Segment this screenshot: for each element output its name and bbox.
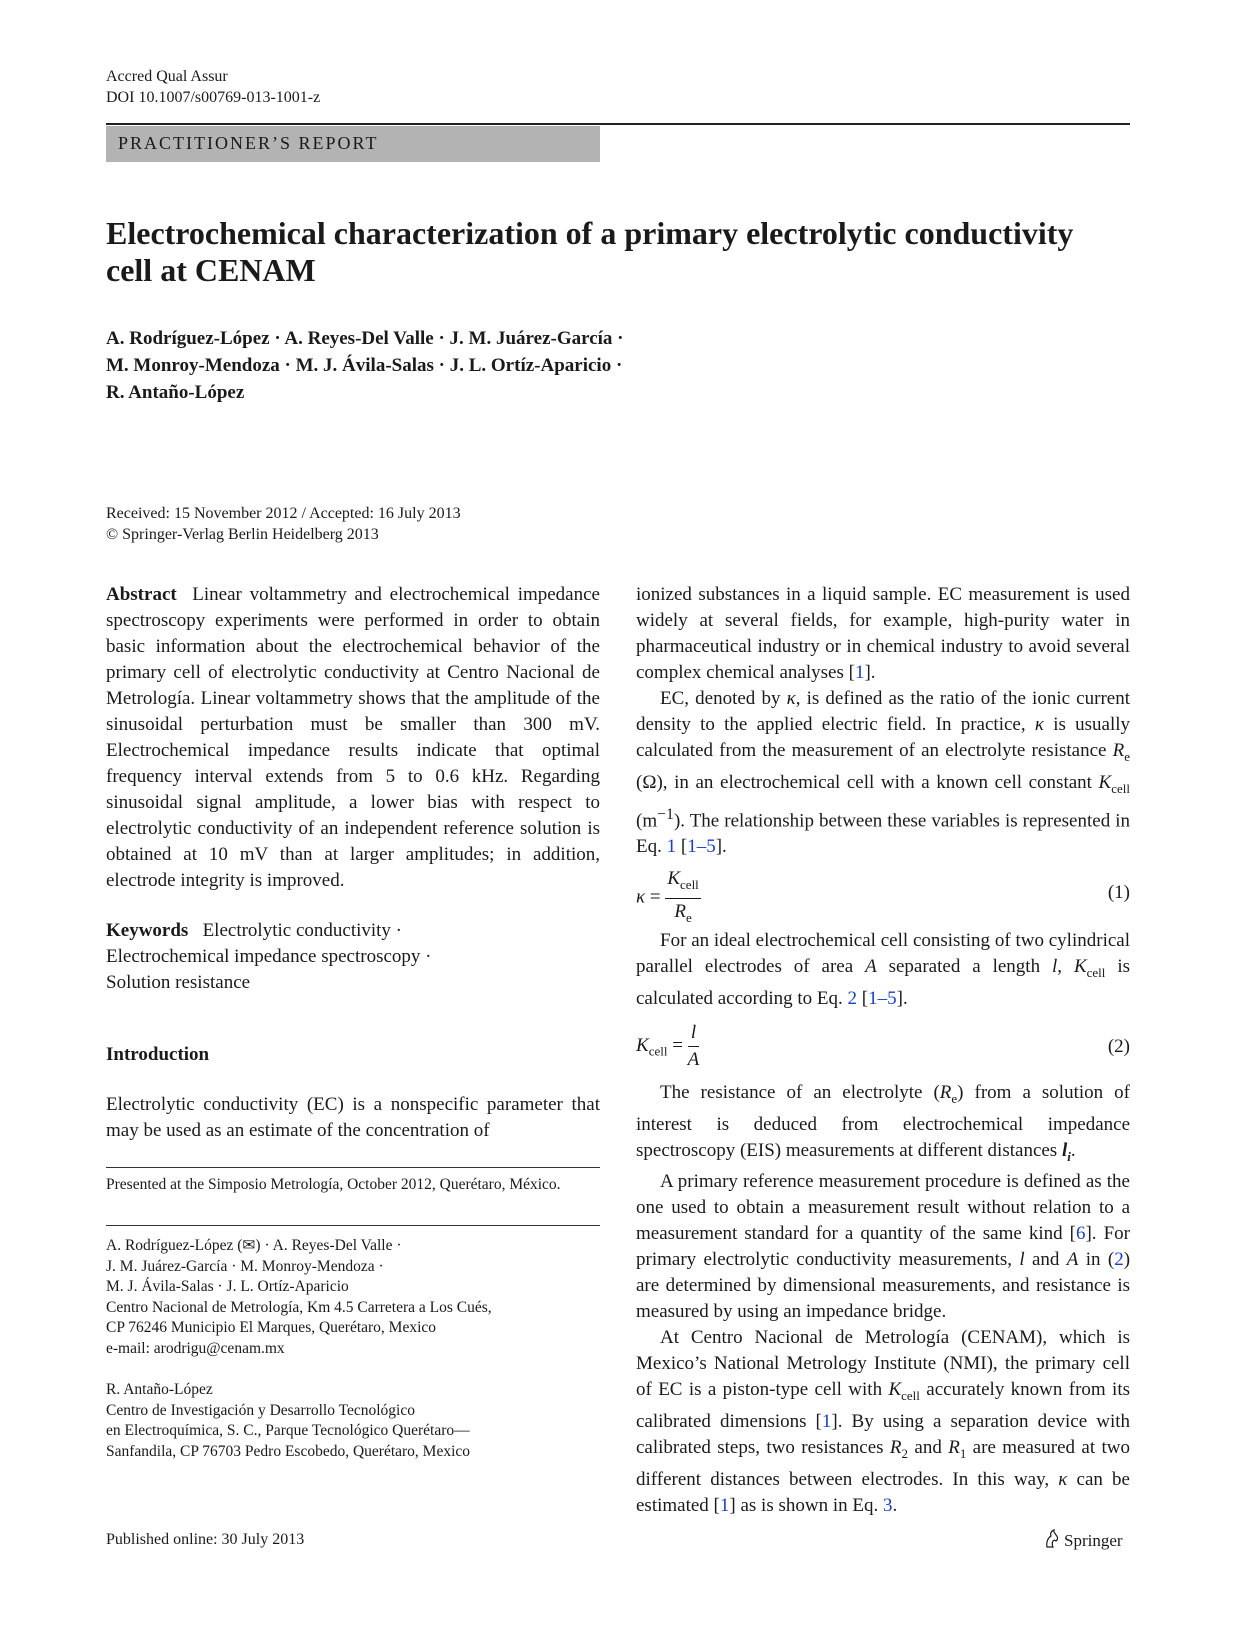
doi: DOI 10.1007/s00769-013-1001-z [106, 89, 321, 106]
paragraph: ionized substances in a liquid sample. EC measurement is used widely at several fields, for example, high-purity water in pharmaceutical industry or in chemical industry to avoid several complex chemical analyses [1]. [636, 584, 1130, 683]
affiliation-1 [106, 1236, 600, 1359]
header-rule [106, 123, 1130, 125]
equation-2: $K_{cell}$ = $\frac{l}{A}$ (2) [636, 1020, 1130, 1074]
author-line: M. Monroy-Mendoza · M. J. Ávila-Salas · J. L. Ortíz-Aparicio · [106, 355, 623, 376]
equation-1: κ = $\frac{K_{cell}}{R_e}$ (1) [636, 866, 1130, 920]
affiliation-line: en Electroquímica, S. C., Parque Tecnológico Querétaro— [106, 1422, 470, 1439]
affiliation-line: J. M. Juárez-García · M. Monroy-Mendoza · [106, 1257, 384, 1275]
keyword: Electrolytic conductivity · [202, 920, 403, 941]
citation-link[interactable]: 1 [821, 1411, 832, 1433]
presented-note: Presented at the Simposio Metrología, October 2012, Querétaro, México. [106, 1176, 561, 1193]
affiliation-2 [106, 1380, 600, 1462]
paragraph: At Centro Nacional de Metrología (CENAM), which is Mexico’s National Metrology Institute (NMI), the primary cell of EC is a piston-type cell with $K_{cell}$ accurately known from its calibrated dimensions [1]. By using a separation device with calibrated steps, two resistances $R_2$ and $R_1$ are measured at two different distances between electrodes. In this way, κ can be estimated [1] as is shown in Eq. 3. [636, 1327, 1131, 1516]
section-label: PRACTITIONER’S REPORT [118, 133, 379, 153]
publisher-logo [1043, 1529, 1123, 1551]
affiliation-line: M. J. Ávila-Salas · J. L. Ortíz-Aparicio [106, 1278, 349, 1295]
journal-name: Accred Qual Assur [106, 68, 228, 85]
keyword: Electrochemical impedance spectroscopy · [106, 946, 432, 967]
author-line: R. Antaño-López [106, 382, 245, 403]
keyword: Solution resistance [106, 972, 251, 993]
section-heading-introduction: Introduction [106, 1044, 210, 1065]
affiliation-line: R. Antaño-López [106, 1381, 213, 1398]
author-list [106, 325, 1006, 406]
article-dates [106, 503, 461, 545]
abstract-label: Abstract [106, 584, 177, 605]
equation-link[interactable]: 1 [666, 835, 677, 857]
equation-link[interactable]: 2 [1114, 1249, 1124, 1271]
abstract-text: Linear voltammetry and electrochemical impedance spectroscopy experiments were performed in order to obtain basic information about the electrochemical behavior of the primary cell of electrolytic conductivity at Centro Nacional de Metrología. Linear voltammetry shows that the amplitude of the sinusoidal perturbation must be smaller than 300 mV. Electrochemical impedance results indicate that optimal frequency interval extends from 5 to 0.6 kHz. Regarding sinusoidal signal amplitude, a lower bias with respect to electrolytic conductivity of an independent reference solution is obtained at 10 mV than at larger amplitudes; in addition, electrode integrity is improved. [106, 584, 600, 891]
equation-link[interactable]: 3 [882, 1494, 893, 1516]
received-accepted: Received: 15 November 2012 / Accepted: 16 July 2013 [106, 505, 461, 522]
affiliation-line: CP 76246 Municipio El Marques, Querétaro, Mexico [106, 1319, 437, 1336]
fraction: $\frac{l}{A}$ [687, 1021, 700, 1070]
left-column [106, 582, 600, 1144]
affiliation-line: Centro de Investigación y Desarrollo Tecnológico [106, 1401, 415, 1419]
paragraph: EC, denoted by κ, is defined as the ratio of the ionic current density to the applied electric field. In practice, κ is usually calculated from the measurement of an electrolyte resistance $R_e$ (Ω), in an electrochemical cell with a known cell constant $K_{cell}$ $(m^{-1})$. The relationship between these variables is represented in Eq. 1 [1–5]. [636, 688, 1130, 857]
paragraph: A primary reference measurement procedure is defined as the one used to obtain a measurement result without relation to a measurement standard for a quantity of the same kind [6]. For primary electrolytic conductivity measurements, l and A in (2) are determined by dimensional measurements, and resistance is measured by using an impedance bridge. [636, 1171, 1131, 1323]
published-date: Published online: 30 July 2013 [106, 1531, 305, 1548]
intro-paragraph: Electrolytic conductivity (EC) is a nonspecific parameter that may be used as an estimate of the concentration of [106, 1094, 600, 1141]
affiliation-line: Sanfandila, CP 76703 Pedro Escobedo, Querétaro, Mexico [106, 1442, 471, 1460]
right-column [636, 582, 1130, 1519]
equation-number: (1) [1107, 881, 1130, 903]
affiliation-line: A. Rodríguez-López (✉) · A. Reyes-Del Valle · [106, 1237, 402, 1254]
email[interactable]: e-mail: arodrigu@cenam.mx [106, 1339, 285, 1357]
affiliation-rule [106, 1225, 600, 1226]
affiliation-line: Centro Nacional de Metrología, Km 4.5 Carretera a Los Cués, [106, 1298, 492, 1316]
citation-link[interactable]: 1–5 [687, 835, 716, 857]
citation-link[interactable]: 1–5 [868, 987, 897, 1009]
citation-link[interactable]: 6 [1075, 1223, 1086, 1245]
equation-link[interactable]: 2 [847, 987, 858, 1009]
section-banner [106, 126, 600, 162]
paragraph: For an ideal electrochemical cell consisting of two cylindrical parallel electrodes of area A separated a length l, $K_{cell}$ is calculated according to Eq. 2 [1–5]. [636, 929, 1130, 1009]
footnote-rule [106, 1167, 600, 1168]
abstract [106, 582, 600, 894]
equation-number: (2) [1107, 1035, 1130, 1057]
citation-link[interactable]: 1 [719, 1494, 730, 1516]
paragraph: The resistance of an electrolyte $(R_e)$ from a solution of interest is deduced from electrochemical impedance spectroscopy (EIS) measurements at different distances $l_i$. [636, 1081, 1130, 1164]
copyright: © Springer-Verlag Berlin Heidelberg 2013 [106, 526, 379, 543]
article-title: Electrochemical characterization of a primary electrolytic conductivity cell at CENAM [106, 215, 1074, 288]
journal-header [106, 66, 320, 108]
author-line: A. Rodríguez-López · A. Reyes-Del Valle · J. M. Juárez-García · [106, 328, 624, 349]
fraction: $\frac{K_{cell}}{R_e}$ [667, 867, 699, 925]
keywords [106, 918, 600, 996]
keywords-label: Keywords [106, 920, 189, 941]
citation-link[interactable]: 1 [854, 662, 865, 683]
publisher-name: Springer [1064, 1531, 1123, 1550]
springer-horse-icon [1043, 1529, 1061, 1549]
